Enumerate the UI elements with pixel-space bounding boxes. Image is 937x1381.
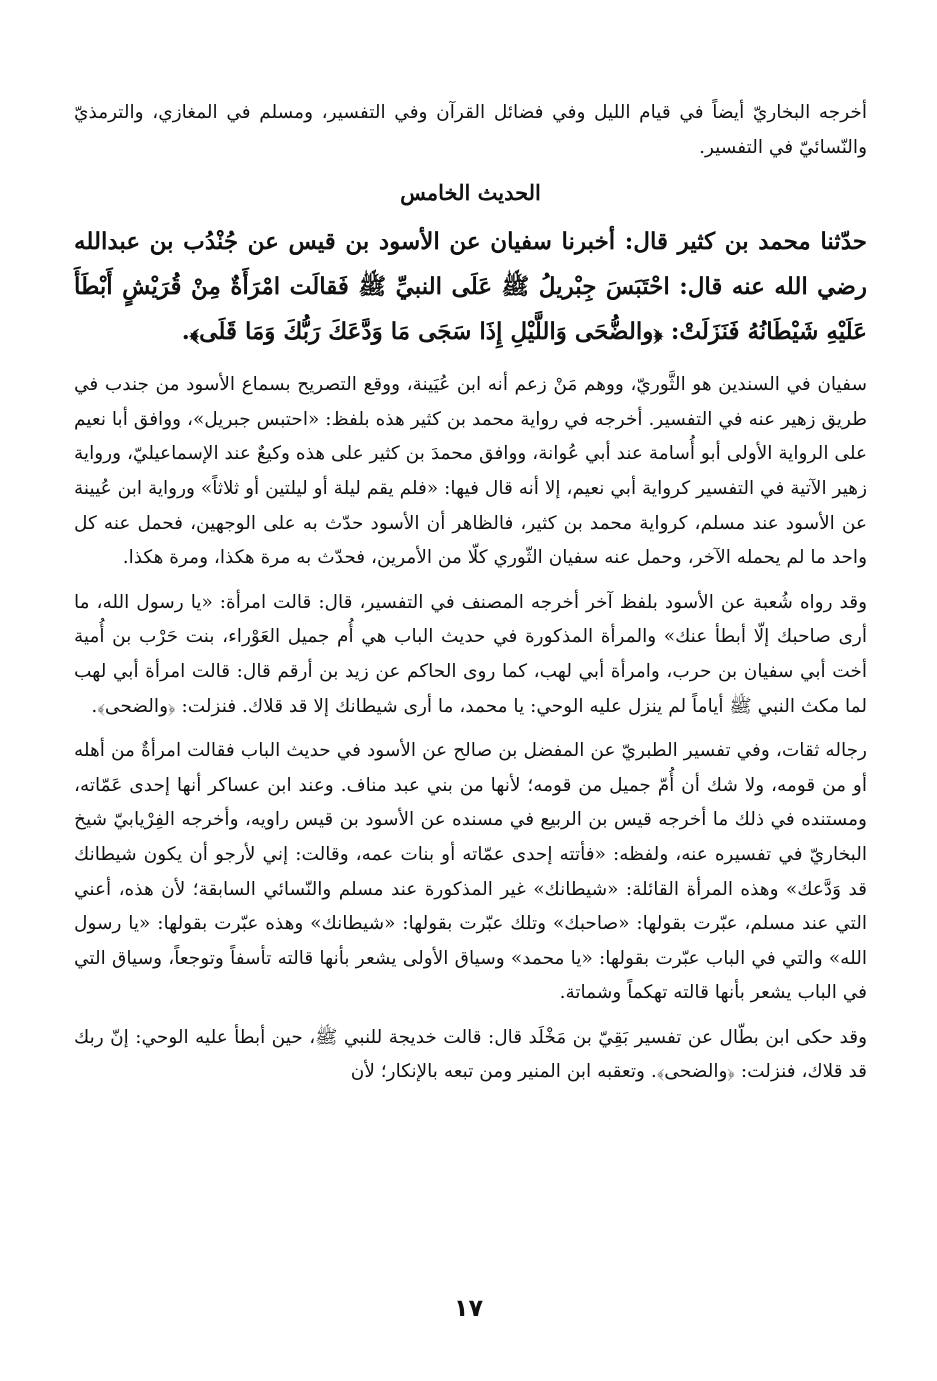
commentary-paragraph-3: رجاله ثقات، وفي تفسير الطبريّ عن المفضل بن صالح عن الأسود في حديث الباب فقالت امرأةٌ من أهله أو من قومه، ولا شك أن أُمّ جميل من قومه؛ لأنها من بني عبد مناف. وعند ابن عساكر أنها إحدى عَمّاته، ومستنده في ذلك ما أخرجه قيس بن الربيع في مسنده عن الأسود بن قيس راويه، وأخرجه الفِرْيابيّ شيخ البخاريّ في تفسيره عنه، ولفظه: «فأتته إحدى عمّاته أو بنات عمه، وقالت: إني لأرجو أن يكون شيطانك قد وَدَّعك» وهذه المرأة القائلة: «شيطانك» غير المذكورة عند مسلم والنّسائي السابقة؛ لأن هذه، أعني التي عند مسلم، عبّرت بقولها: «صاحبك» وتلك عبّرت بقولها: «شيطانك» وهذه عبّرت بقولها: «يا رسول الله» والتي في الباب عبّرت بقولها: «يا محمد» وسياق الأولى يشعر بأنها قالته تأسفاً وتوجعاً، وسياق التي في الباب يشعر بأنها قالته تهكماً وشماتة.: [74, 740, 867, 1004]
hadith-text: حدّثنا محمد بن كثير قال: أخبرنا سفيان عن الأسود بن قيس عن جُنْدُب بن عبدالله رضي الله عنه قال: احْتَبَسَ جِبْريلُ ﷺ عَلَى النبيِّ ﷺ فَقالَت امْرَأَةٌ مِنْ قُرَيْشٍ أَبْطَأَ عَلَيْهِ شَيْطَانُهُ فَنَزَلَتْ: ﴿والضُّحَى وَاللَّيْلِ إِذَا سَجَى مَا وَدَّعَكَ رَبُّكَ وَمَا قَلَى﴾.: [74, 228, 867, 346]
commentary-paragraph-4: وقد حكى ابن بطّال عن تفسير بَقِيّ بن مَخْلَد قال: قالت خديجة للنبي ﷺ، حين أبطأ عليه الوحي: إنّ ربك قد قلاك، فنزلت: ﴿والضحى﴾. وتعقبه ابن المنير ومن تبعه بالإنكار؛ لأن: [74, 1026, 868, 1083]
page-body: [74, 96, 867, 1090]
intro-paragraph: أخرجه البخاريّ أيضاً في قيام الليل وفي فضائل القرآن وفي التفسير، ومسلم في المغازي، والترمذيّ والنّسائيّ في التفسير.: [74, 102, 867, 158]
commentary-paragraph-1: سفيان في السندين هو الثَّوريّ، ووهم مَنْ زعم أنه ابن عُيَينة، ووقع التصريح بسماع الأسود من جندب في طريق زهير عنه في التفسير. أخرجه في رواية محمد بن كثير هذه بلفظ: «احتبس جبريل»، ووافق أبا نعيم على الرواية الأولى أبو أُسامة عند أبي عُوانة، ووافق محمدَ بن كثير على هذه وكيعٌ عند الإسماعيليّ، ورواية زهير الآتية في التفسير كرواية أبي نعيم، إلا أنه قال فيها: «فلم يقم ليلة أو ليلتين أو ثلاثاً» ورواية ابن عُيينة عن الأسود عند مسلم، كرواية محمد بن كثير، فالظاهر أن الأسود حدّث به على الوجهين، فحمل عنه كل واحد ما لم يحمله الآخر، وحمل عنه سفيان الثّوري كلّا من الأمرين، فحدّث به مرة هكذا، ومرة هكذا.: [74, 374, 867, 569]
commentary-paragraph-2: وقد رواه شُعبة عن الأسود بلفظ آخر أخرجه المصنف في التفسير، قال: قالت امرأة: «يا رسول الله، ما أرى صاحبك إلّا أبطأ عنك» والمرأة المذكورة في حديث الباب هي أُم جميل العَوْراء، بنت حَرْب بن أُمية أخت أبي سفيان بن حرب، وامرأة أبي لهب، كما روى الحاكم عن زيد بن أرقم قال: قالت امرأة أبي لهب لما مكث النبي ﷺ أياماً لم ينزل عليه الوحي: يا محمد، ما أرى شيطانك إلا قد قلاك. فنزلت: ﴿والضحى﴾.: [74, 591, 867, 717]
section-title: الحديث الخامس: [400, 180, 541, 206]
page-number: ١٧: [453, 1294, 484, 1322]
